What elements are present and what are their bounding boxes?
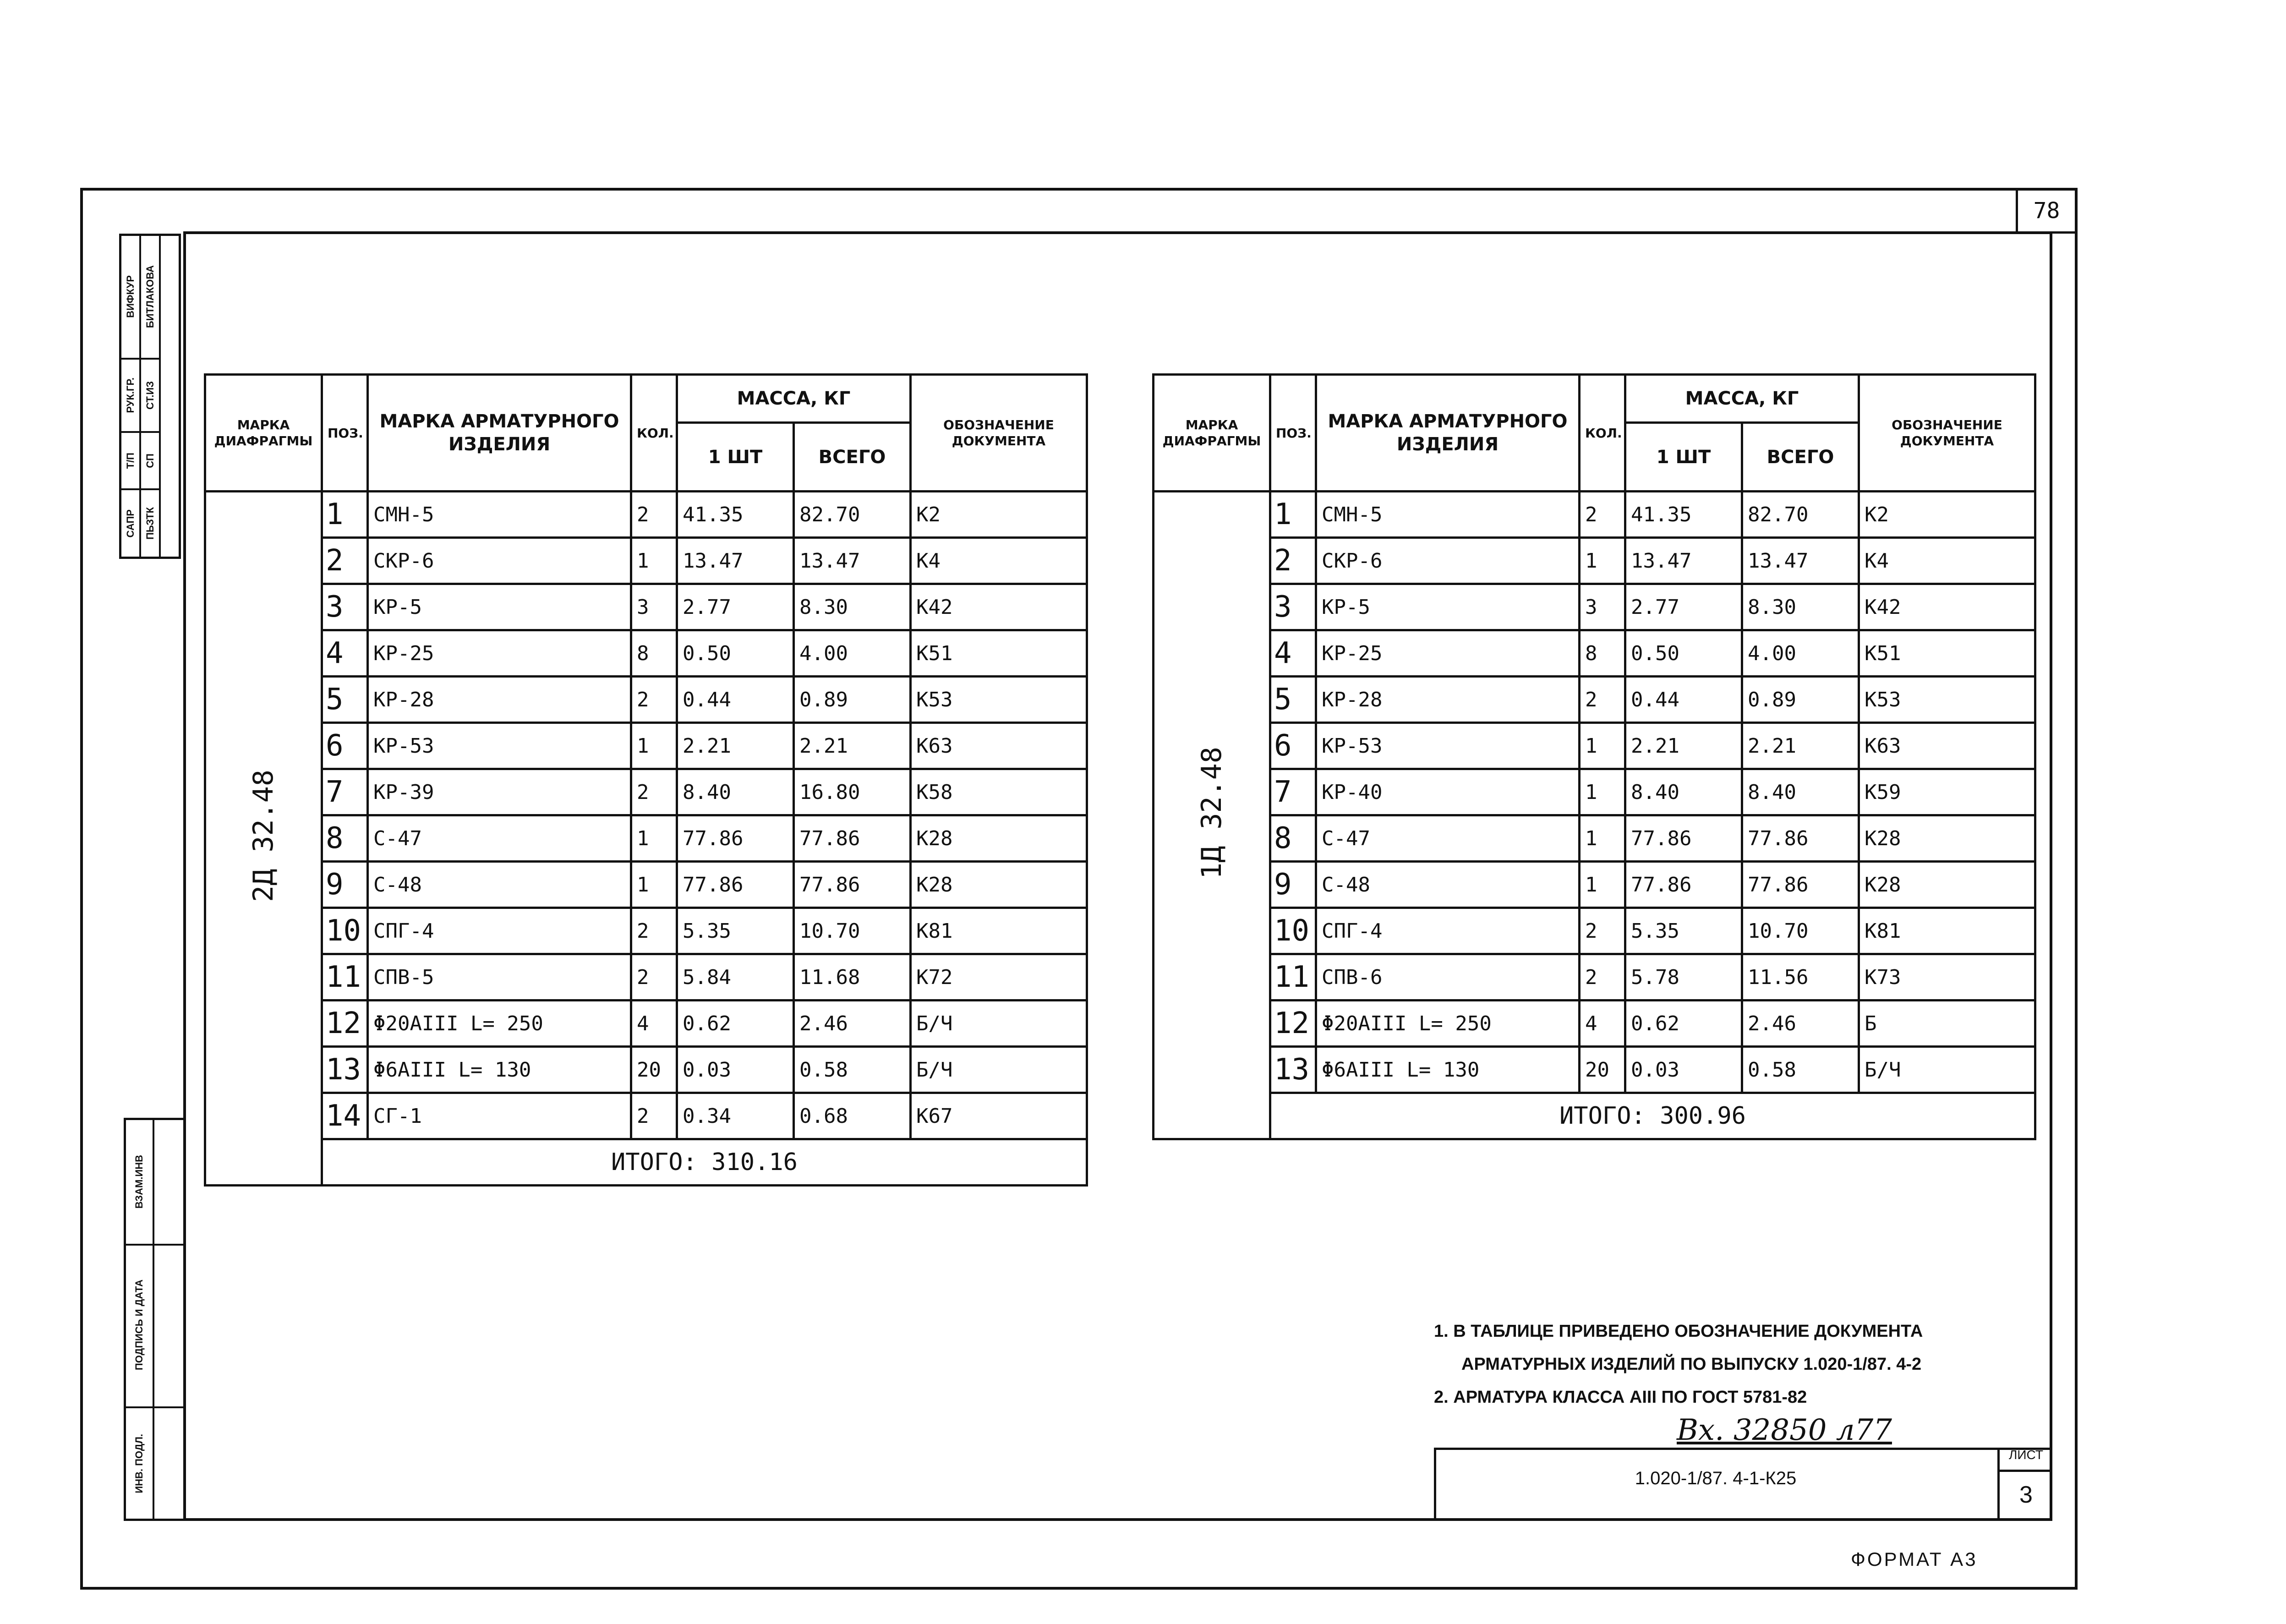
- item-cell: КР-53: [368, 723, 631, 769]
- qty-cell: 1: [631, 538, 677, 584]
- qty-cell: 2: [631, 954, 677, 1001]
- position-cell: 10: [322, 908, 368, 954]
- note-1-continued: АРМАТУРНЫХ ИЗДЕЛИЙ ПО ВЫПУСКУ 1.020-1/87. 4-2: [1461, 1355, 1922, 1374]
- side-stamp-row: [126, 1406, 183, 1521]
- side-stamp-text: РУК.ГР.: [124, 377, 136, 413]
- diaphragm-mark: 1Д 32.48: [1196, 746, 1228, 879]
- table-row: [205, 815, 1087, 862]
- table-row: [205, 862, 1087, 908]
- table-row: [205, 908, 1087, 954]
- header-pos: ПОЗ.: [322, 375, 368, 492]
- mass-one-cell: 8.40: [1625, 769, 1742, 815]
- header-diaphragm: МАРКА ДИАФРАГМЫ: [1154, 375, 1270, 492]
- side-stamp-text: СП: [144, 453, 156, 468]
- position-cell: 11: [322, 954, 368, 1001]
- item-cell: КР-25: [1316, 630, 1580, 677]
- doc-cell: К4: [911, 538, 1087, 584]
- header-item: МАРКА АРМАТУРНОГО ИЗДЕЛИЯ: [1316, 375, 1580, 492]
- item-cell: КР-28: [1316, 677, 1580, 723]
- header-mass-total: ВСЕГО: [1742, 423, 1859, 492]
- side-stamp-row: [126, 1120, 183, 1246]
- position-cell: 10: [1270, 908, 1316, 954]
- qty-cell: 2: [1580, 492, 1625, 538]
- doc-cell: К58: [911, 769, 1087, 815]
- sheet-label: ЛИСТ: [2000, 1448, 2052, 1472]
- mass-total-cell: 11.68: [794, 954, 911, 1001]
- mass-total-cell: 8.40: [1742, 769, 1859, 815]
- table-row: [1154, 908, 2035, 954]
- header-mass: МАССА, КГ: [1625, 375, 1859, 423]
- mass-total-cell: 4.00: [1742, 630, 1859, 677]
- qty-cell: 2: [1580, 908, 1625, 954]
- header-qty: КОЛ.: [1580, 375, 1625, 492]
- doc-cell: К63: [911, 723, 1087, 769]
- mass-total-cell: 77.86: [794, 862, 911, 908]
- side-stamp-bottom: [124, 1118, 186, 1521]
- doc-cell: К28: [911, 862, 1087, 908]
- position-cell: 4: [322, 630, 368, 677]
- side-stamp-top: [119, 234, 181, 559]
- mass-total-cell: 2.21: [1742, 723, 1859, 769]
- header-diaphragm: МАРКА ДИАФРАГМЫ: [205, 375, 322, 492]
- mass-total-cell: 0.89: [1742, 677, 1859, 723]
- table-row: [205, 538, 1087, 584]
- mass-one-cell: 0.03: [677, 1047, 794, 1093]
- table-row: [205, 492, 1087, 538]
- position-cell: 12: [322, 1001, 368, 1047]
- side-stamp-row: [126, 1244, 183, 1408]
- item-cell: СПВ-6: [1316, 954, 1580, 1001]
- qty-cell: 2: [1580, 954, 1625, 1001]
- table-row: [205, 1001, 1087, 1047]
- doc-cell: К28: [1859, 815, 2035, 862]
- position-cell: 9: [1270, 862, 1316, 908]
- doc-cell: К2: [1859, 492, 2035, 538]
- doc-cell: К28: [911, 815, 1087, 862]
- mass-total-cell: 2.21: [794, 723, 911, 769]
- header-mass: МАССА, КГ: [677, 375, 911, 423]
- sheet-box: [1997, 1448, 2052, 1521]
- item-cell: С-47: [1316, 815, 1580, 862]
- mass-total-cell: 10.70: [1742, 908, 1859, 954]
- side-stamp-col-3: [161, 236, 179, 557]
- qty-cell: 3: [631, 584, 677, 630]
- side-stamp-text: БИТЛАКОВА: [144, 265, 156, 328]
- qty-cell: 1: [1580, 815, 1625, 862]
- doc-cell: К73: [1859, 954, 2035, 1001]
- doc-cell: К81: [1859, 908, 2035, 954]
- doc-cell: К2: [911, 492, 1087, 538]
- qty-cell: 1: [631, 862, 677, 908]
- position-cell: 1: [1270, 492, 1316, 538]
- item-cell: КР-39: [368, 769, 631, 815]
- mass-total-cell: 0.58: [1742, 1047, 1859, 1093]
- document-code: 1.020-1/87. 4-1-К25: [1635, 1468, 1797, 1488]
- total-value: ИТОГО: 300.96: [1270, 1093, 2035, 1139]
- diaphragm-cell: [205, 492, 322, 1186]
- item-cell: СПВ-5: [368, 954, 631, 1001]
- qty-cell: 20: [631, 1047, 677, 1093]
- mass-one-cell: 0.62: [677, 1001, 794, 1047]
- mass-one-cell: 5.35: [677, 908, 794, 954]
- item-cell: СМН-5: [368, 492, 631, 538]
- qty-cell: 2: [1580, 677, 1625, 723]
- mass-total-cell: 0.68: [794, 1093, 911, 1139]
- mass-total-cell: 82.70: [1742, 492, 1859, 538]
- mass-one-cell: 77.86: [1625, 815, 1742, 862]
- position-cell: 6: [322, 723, 368, 769]
- position-cell: 3: [322, 584, 368, 630]
- position-cell: 6: [1270, 723, 1316, 769]
- position-cell: 2: [1270, 538, 1316, 584]
- item-cell: Φ6AIII L= 130: [1316, 1047, 1580, 1093]
- position-cell: 7: [1270, 769, 1316, 815]
- table-row: [205, 1093, 1087, 1139]
- side-stamp-text: Т/П: [124, 453, 136, 469]
- item-cell: Φ6AIII L= 130: [368, 1047, 631, 1093]
- mass-total-cell: 2.46: [1742, 1001, 1859, 1047]
- mass-one-cell: 5.35: [1625, 908, 1742, 954]
- side-stamp-text: САПР: [124, 509, 136, 538]
- item-cell: КР-28: [368, 677, 631, 723]
- header-doc: ОБОЗНАЧЕНИЕ ДОКУМЕНТА: [1859, 375, 2035, 492]
- header-mass-total: ВСЕГО: [794, 423, 911, 492]
- qty-cell: 3: [1580, 584, 1625, 630]
- mass-one-cell: 0.62: [1625, 1001, 1742, 1047]
- qty-cell: 4: [631, 1001, 677, 1047]
- table-row: [205, 1047, 1087, 1093]
- position-cell: 5: [1270, 677, 1316, 723]
- mass-total-cell: 0.58: [794, 1047, 911, 1093]
- table-row: [1154, 538, 2035, 584]
- item-cell: КР-5: [1316, 584, 1580, 630]
- side-stamp-text: ИНВ. ПОДЛ.: [133, 1434, 145, 1493]
- position-cell: 14: [322, 1093, 368, 1139]
- qty-cell: 1: [1580, 862, 1625, 908]
- doc-cell: К67: [911, 1093, 1087, 1139]
- mass-total-cell: 13.47: [1742, 538, 1859, 584]
- qty-cell: 1: [631, 723, 677, 769]
- mass-total-cell: 13.47: [794, 538, 911, 584]
- doc-cell: Б/Ч: [911, 1001, 1087, 1047]
- mass-total-cell: 8.30: [1742, 584, 1859, 630]
- doc-cell: Б/Ч: [911, 1047, 1087, 1093]
- table-row: [1154, 677, 2035, 723]
- doc-cell: К28: [1859, 862, 2035, 908]
- doc-cell: К4: [1859, 538, 2035, 584]
- item-cell: СПГ-4: [368, 908, 631, 954]
- mass-total-cell: 77.86: [1742, 815, 1859, 862]
- position-cell: 8: [322, 815, 368, 862]
- diaphragm-mark: 2Д 32.48: [247, 770, 279, 902]
- header-doc: ОБОЗНАЧЕНИЕ ДОКУМЕНТА: [911, 375, 1087, 492]
- total-row: [1154, 1093, 2035, 1139]
- doc-cell: К51: [911, 630, 1087, 677]
- item-cell: СМН-5: [1316, 492, 1580, 538]
- diaphragm-cell: [1154, 492, 1270, 1139]
- table-row: [205, 630, 1087, 677]
- item-cell: СГ-1: [368, 1093, 631, 1139]
- item-cell: Φ20AIII L= 250: [1316, 1001, 1580, 1047]
- table-row: [1154, 1001, 2035, 1047]
- qty-cell: 2: [631, 1093, 677, 1139]
- mass-total-cell: 8.30: [794, 584, 911, 630]
- total-value: ИТОГО: 310.16: [322, 1139, 1087, 1186]
- qty-cell: 8: [1580, 630, 1625, 677]
- position-cell: 2: [322, 538, 368, 584]
- note-2: 2. АРМАТУРА КЛАССА AIII ПО ГОСТ 5781-82: [1434, 1388, 1807, 1407]
- mass-one-cell: 0.50: [1625, 630, 1742, 677]
- mass-one-cell: 0.50: [677, 630, 794, 677]
- position-cell: 4: [1270, 630, 1316, 677]
- mass-total-cell: 10.70: [794, 908, 911, 954]
- side-stamp-text: ПОДПИСЬ И ДАТА: [133, 1280, 145, 1371]
- mass-one-cell: 0.34: [677, 1093, 794, 1139]
- table-row: [205, 769, 1087, 815]
- mass-total-cell: 2.46: [794, 1001, 911, 1047]
- item-cell: КР-25: [368, 630, 631, 677]
- notes: [1434, 1315, 1923, 1414]
- position-cell: 5: [322, 677, 368, 723]
- header-mass-one: 1 ШТ: [677, 423, 794, 492]
- item-cell: КР-53: [1316, 723, 1580, 769]
- mass-one-cell: 77.86: [677, 862, 794, 908]
- side-stamp-text: ВИФКУР: [124, 275, 136, 318]
- mass-one-cell: 0.44: [677, 677, 794, 723]
- item-cell: КР-5: [368, 584, 631, 630]
- doc-cell: К51: [1859, 630, 2035, 677]
- doc-cell: Б/Ч: [1859, 1047, 2035, 1093]
- mass-total-cell: 11.56: [1742, 954, 1859, 1001]
- mass-one-cell: 8.40: [677, 769, 794, 815]
- position-cell: 3: [1270, 584, 1316, 630]
- format-label: ФОРМАТ А3: [1851, 1548, 1978, 1570]
- table-row: [1154, 862, 2035, 908]
- side-stamp-col-2: [141, 236, 161, 557]
- doc-cell: К42: [1859, 584, 2035, 630]
- mass-total-cell: 4.00: [794, 630, 911, 677]
- mass-one-cell: 13.47: [677, 538, 794, 584]
- mass-total-cell: 0.89: [794, 677, 911, 723]
- table-row: [205, 584, 1087, 630]
- specification-table-left: [204, 373, 1088, 1187]
- sheet-number: 78: [2016, 188, 2078, 234]
- mass-one-cell: 0.03: [1625, 1047, 1742, 1093]
- mass-one-cell: 13.47: [1625, 538, 1742, 584]
- side-stamp-text: ПЬЗТК: [144, 507, 156, 540]
- doc-cell: К59: [1859, 769, 2035, 815]
- header-qty: КОЛ.: [631, 375, 677, 492]
- item-cell: С-47: [368, 815, 631, 862]
- qty-cell: 2: [631, 769, 677, 815]
- position-cell: 8: [1270, 815, 1316, 862]
- side-stamp-col-1: [121, 236, 141, 557]
- position-cell: 12: [1270, 1001, 1316, 1047]
- doc-cell: К53: [1859, 677, 2035, 723]
- doc-cell: К53: [911, 677, 1087, 723]
- table-row: [1154, 630, 2035, 677]
- inventory-mark: Вх. 32850 л77: [1677, 1413, 1892, 1447]
- qty-cell: 2: [631, 492, 677, 538]
- doc-cell: К63: [1859, 723, 2035, 769]
- mass-total-cell: 82.70: [794, 492, 911, 538]
- header-pos: ПОЗ.: [1270, 375, 1316, 492]
- qty-cell: 2: [631, 908, 677, 954]
- qty-cell: 1: [1580, 538, 1625, 584]
- mass-one-cell: 41.35: [677, 492, 794, 538]
- header-mass-one: 1 ШТ: [1625, 423, 1742, 492]
- mass-one-cell: 0.44: [1625, 677, 1742, 723]
- mass-total-cell: 16.80: [794, 769, 911, 815]
- mass-one-cell: 5.78: [1625, 954, 1742, 1001]
- qty-cell: 4: [1580, 1001, 1625, 1047]
- mass-total-cell: 77.86: [794, 815, 911, 862]
- mass-one-cell: 77.86: [1625, 862, 1742, 908]
- position-cell: 11: [1270, 954, 1316, 1001]
- item-cell: СКР-6: [1316, 538, 1580, 584]
- item-cell: Φ20AIII L= 250: [368, 1001, 631, 1047]
- table-row: [1154, 723, 2035, 769]
- total-row: [205, 1139, 1087, 1186]
- side-stamp-text: СТ.ИЗ: [144, 381, 156, 410]
- table-row: [1154, 815, 2035, 862]
- table-row: [1154, 492, 2035, 538]
- mass-total-cell: 77.86: [1742, 862, 1859, 908]
- item-cell: С-48: [1316, 862, 1580, 908]
- item-cell: КР-40: [1316, 769, 1580, 815]
- doc-cell: К81: [911, 908, 1087, 954]
- item-cell: С-48: [368, 862, 631, 908]
- side-stamp-text: ВЗАМ.ИНВ: [133, 1155, 145, 1209]
- position-cell: 9: [322, 862, 368, 908]
- qty-cell: 8: [631, 630, 677, 677]
- table-row: [205, 723, 1087, 769]
- qty-cell: 2: [631, 677, 677, 723]
- mass-one-cell: 2.77: [1625, 584, 1742, 630]
- note-1: 1. В ТАБЛИЦЕ ПРИВЕДЕНО ОБОЗНАЧЕНИЕ ДОКУМЕНТА: [1434, 1322, 1923, 1341]
- header-item: МАРКА АРМАТУРНОГО ИЗДЕЛИЯ: [368, 375, 631, 492]
- position-cell: 13: [322, 1047, 368, 1093]
- doc-cell: К72: [911, 954, 1087, 1001]
- qty-cell: 20: [1580, 1047, 1625, 1093]
- doc-cell: К42: [911, 584, 1087, 630]
- table-row: [205, 677, 1087, 723]
- mass-one-cell: 41.35: [1625, 492, 1742, 538]
- qty-cell: 1: [1580, 769, 1625, 815]
- mass-one-cell: 5.84: [677, 954, 794, 1001]
- item-cell: СПГ-4: [1316, 908, 1580, 954]
- position-cell: 1: [322, 492, 368, 538]
- specification-table-right: [1152, 373, 2036, 1140]
- table-row: [205, 954, 1087, 1001]
- table-row: [1154, 769, 2035, 815]
- sheet-value: 3: [2019, 1482, 2033, 1508]
- position-cell: 7: [322, 769, 368, 815]
- table-row: [1154, 584, 2035, 630]
- qty-cell: 1: [631, 815, 677, 862]
- mass-one-cell: 2.77: [677, 584, 794, 630]
- item-cell: СКР-6: [368, 538, 631, 584]
- table-row: [1154, 954, 2035, 1001]
- mass-one-cell: 77.86: [677, 815, 794, 862]
- mass-one-cell: 2.21: [1625, 723, 1742, 769]
- doc-cell: Б: [1859, 1001, 2035, 1047]
- position-cell: 13: [1270, 1047, 1316, 1093]
- mass-one-cell: 2.21: [677, 723, 794, 769]
- table-row: [1154, 1047, 2035, 1093]
- qty-cell: 1: [1580, 723, 1625, 769]
